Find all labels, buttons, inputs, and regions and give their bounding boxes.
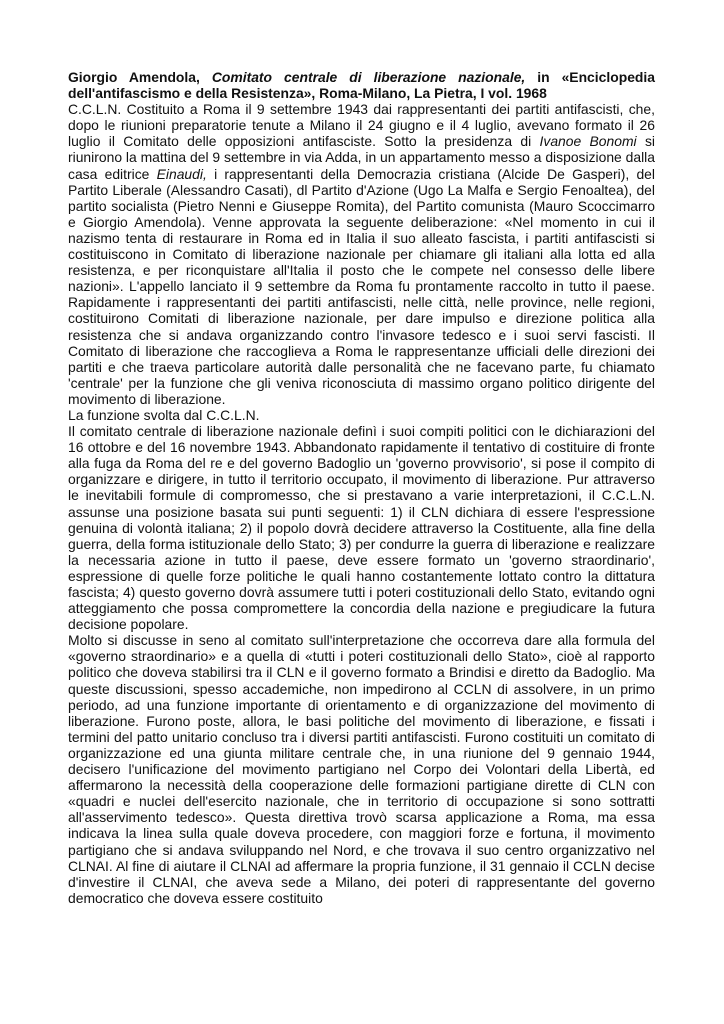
paragraph-1-part-b: si riunirono la mattina del 9 settembre in via Adda, in un appartamento messo a disposizione dalla casa editrice (68, 133, 655, 182)
heading-source: in «Enciclopedia dell'antifascismo e della Resistenza», Roma-Milano, La Pietra, I vol. 1968 (68, 69, 655, 102)
heading-author: Giorgio Amendola, (68, 69, 212, 85)
section-title: La funzione svolta dal C.C.L.N. (68, 406, 260, 423)
paragraph-1-part-a: C.C.L.N. Costituito a Roma il 9 settembre 1943 dai rappresentanti dei partiti antifascisti, che, dopo le riunioni preparatorie tenute a Milano il 24 giugno e il 4 luglio, avevano formato il 26 luglio il Comitato delle opposizioni antifasciste. Sotto la presidenza di (68, 101, 655, 150)
paragraph-3: Molto si discusse in seno al comitato sull'interpretazione che occorreva dare alla formula del «governo straordinario» e a quella di «tutti i poteri costituzionali dello Stato», cioè al rapporto politico che doveva stabilirsi tra il CLN e il governo formato a Brindisi e diretto da Badoglio. Ma queste discussioni, spesso accademiche, non impedirono al CCLN di assolvere, in un primo periodo, ad una funzione importante di orientamento e di organizzazione del movimento di liberazione. Furono poste, allora, le basi politiche del movimento di liberazione, e fissati i termini del patto unitario concluso tra i diversi partiti antifascisti. Furono costituiti un comitato di organizzazione ed una giunta militare centrale che, in una riunione del 9 gennaio 1944, decisero l'unificazione del movimento partigiano nel Corpo dei Volontari della Libertà, ed affermarono la necessità della cooperazione delle formazioni partigiane dirette di CLN con «quadri e nuclei dell'esercito nazionale, che in territorio di occupazione si sono sottratti all'asservimento tedesco». Questa direttiva trovò scarsa applicazione a Roma, ma essa indicava la linea sulla quale doveva procedere, con maggiori forze e fortuna, il movimento partigiano che si andava sviluppando nel Nord, e che trovava il suo centro organizzativo nel CLNAI. Al fine di aiutare il CLNAI ad affermare la propria funzione, il 31 gennaio il CCLN decise d'investire il CLNAI, che aveva sede a Milano, dei poteri di rappresentante del governo democratico che doveva essere costituito (68, 632, 655, 906)
name-bonomi: Ivanoe Bonomi (539, 133, 637, 150)
name-einaudi: Einaudi, (156, 165, 207, 182)
heading-title: Comitato centrale di liberazione nazionale, (211, 69, 526, 85)
paragraph-1-part-c: i rappresentanti della Democrazia cristiana (Alcide De Gasperi), del Partito Liberale (Alessandro Casati), dl Partito d'Azione (Ugo La Malfa e Sergio Fenoaltea), del partito socialista (Pietro Nenni e Giuseppe Romita), del Partito comunista (Mauro Scoccimarro e Giorgio Amendola). Venne approvata la seguente deliberazione: «Nel momento in cui il nazismo tenta di restaurare in Roma ed in Italia il suo alleato fascista, i partiti antifascisti si costituiscono in Comitato di liberazione nazionale per chiamare gli italiani alla lotta ed alla resistenza, e per riconquistare all'Italia il posto che le compete nel consesso delle libere nazioni». L'appello lanciato il 9 settembre da Roma fu prontamente raccolto in tutto il paese. Rapidamente i rappresentanti dei partiti antifascisti, nelle città, nelle province, nelle regioni, costituirono Comitati di liberazione nazionale, per dare impulso e direzione politica alla resistenza che si andava organizzando contro l'invasore tedesco e i suoi servi fascisti. Il Comitato di liberazione che raccoglieva a Roma le rappresentanze ufficiali delle direzioni dei partiti e che traeva particolare autorità dalle personalità che ne facevano parte, fu chiamato 'centrale' per la funzione che gli veniva riconosciuta di massimo organo politico dirigente del movimento di liberazione. (68, 165, 655, 407)
paragraph-1 (68, 101, 655, 407)
paragraph-2: Il comitato centrale di liberazione nazionale definì i suoi compiti politici con le dichiarazioni del 16 ottobre e del 16 novembre 1943. Abbandonato rapidamente il tentativo di costituire di fronte alla fuga da Roma del re e del governo Badoglio un 'governo provvisorio', si pose il compito di organizzare e dirigere, in tutto il territorio occupato, il movimento di liberazione. Pur attraverso le inevitabili formule di compromesso, che si prestavano a varie interpretazioni, il C.C.L.N. assunse una posizione basata sui punti seguenti: 1) il CLN dichiara di essere l'espressione genuina di volontà italiana; 2) il popolo dovrà decidere attraverso la Costituente, alla fine della guerra, della forma istituzionale dello Stato; 3) per condurre la guerra di liberazione e realizzare la necessaria azione in tutto il paese, deve essere formato un 'governo straordinario', espressione di quelle forze politiche le quali hanno costantemente lottato contro la dittatura fascista; 4) questo governo dovrà assumere tutti i poteri costituzionali dello Stato, evitando ogni atteggiamento che possa compromettere la concordia della nazione e pregiudicare la futura decisione popolare. (68, 423, 655, 633)
document-heading (68, 69, 655, 101)
document-page (68, 69, 655, 906)
